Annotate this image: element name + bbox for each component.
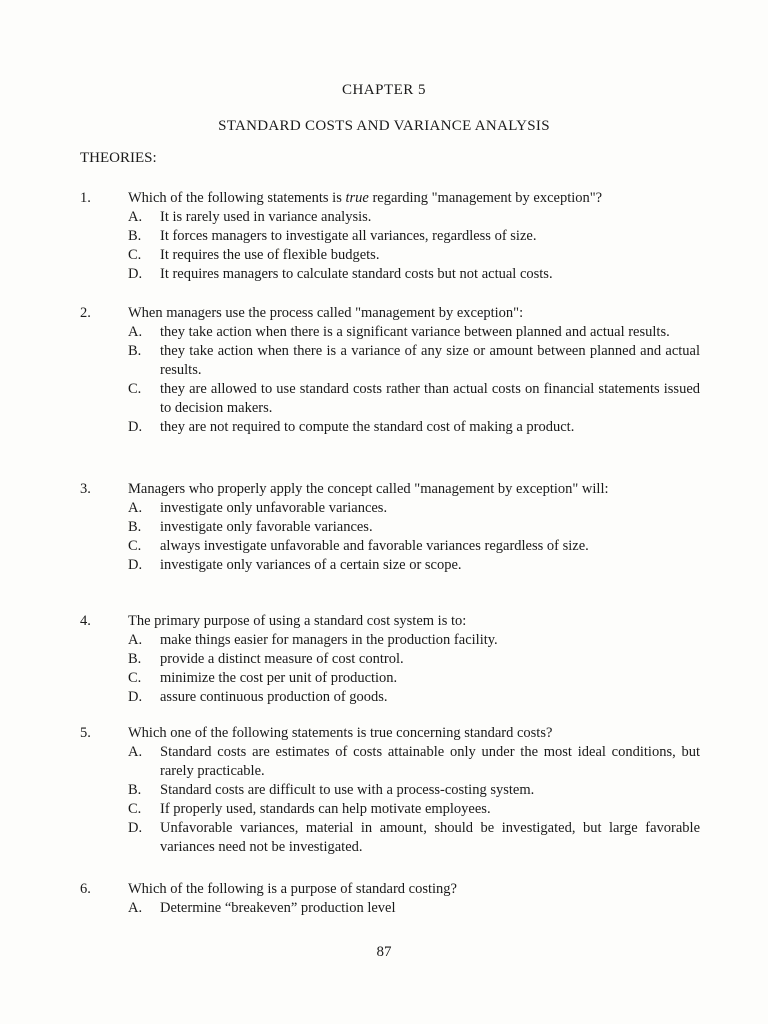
question-number: 6. — [80, 881, 91, 897]
options-list — [128, 499, 700, 575]
option-text: If properly used, standards can help motivate employees. — [160, 801, 491, 817]
options-list — [128, 631, 700, 707]
option-a — [128, 499, 700, 518]
option-letter: A. — [128, 209, 143, 225]
question-stem: The primary purpose of using a standard cost system is to: — [128, 613, 467, 629]
option-letter: C. — [128, 801, 142, 817]
option-c — [128, 537, 700, 556]
options-list — [128, 208, 700, 284]
question-1 — [80, 189, 700, 284]
option-letter: D. — [128, 419, 143, 435]
option-letter: D. — [128, 557, 143, 573]
option-text: they take action when there is a significant variance between planned and actual results. — [160, 324, 670, 340]
option-d — [128, 819, 700, 857]
stem-text: regarding "management by exception"? — [368, 190, 603, 206]
option-text: minimize the cost per unit of production. — [160, 670, 398, 686]
question-stem: Which one of the following statements is true concerning standard costs? — [128, 725, 553, 741]
option-d — [128, 418, 700, 437]
option-text: It requires managers to calculate standard costs but not actual costs. — [160, 266, 553, 282]
option-text: Standard costs are difficult to use with a process-costing system. — [160, 782, 535, 798]
option-letter: C. — [128, 538, 142, 554]
option-b — [128, 227, 700, 246]
question-2 — [80, 304, 700, 437]
option-c — [128, 800, 700, 819]
options-list — [128, 743, 700, 857]
option-letter: B. — [128, 228, 142, 244]
option-c — [128, 669, 700, 688]
option-letter: D. — [128, 689, 143, 705]
option-letter: B. — [128, 519, 142, 535]
option-letter: A. — [128, 632, 143, 648]
option-letter: C. — [128, 670, 142, 686]
option-text: Unfavorable variances, material in amount, should be investigated, but large favorable variances need not be investigated. — [160, 820, 700, 855]
question-stem: Managers who properly apply the concept called "management by exception" will: — [128, 481, 609, 497]
option-text: they are allowed to use standard costs rather than actual costs on financial statements issued to decision makers. — [160, 381, 700, 416]
option-letter: A. — [128, 324, 143, 340]
option-a — [128, 631, 700, 650]
option-letter: B. — [128, 343, 142, 359]
option-a — [128, 208, 700, 227]
option-letter: A. — [128, 900, 143, 916]
question-number: 1. — [80, 190, 91, 206]
option-text: make things easier for managers in the production facility. — [160, 632, 498, 648]
option-letter: D. — [128, 266, 143, 282]
question-4 — [80, 612, 700, 707]
option-text: investigate only favorable variances. — [160, 519, 373, 535]
option-text: investigate only variances of a certain size or scope. — [160, 557, 462, 573]
option-b — [128, 650, 700, 669]
question-number: 4. — [80, 613, 91, 629]
option-letter: D. — [128, 820, 143, 836]
option-text: assure continuous production of goods. — [160, 689, 388, 705]
option-text: It requires the use of flexible budgets. — [160, 247, 380, 263]
options-list — [128, 899, 700, 918]
question-number: 2. — [80, 305, 91, 321]
option-text: It is rarely used in variance analysis. — [160, 209, 372, 225]
option-letter: C. — [128, 247, 142, 263]
question-stem: Which of the following is a purpose of standard costing? — [128, 881, 457, 897]
section-heading: THEORIES: — [80, 150, 157, 166]
option-letter: B. — [128, 782, 142, 798]
option-a — [128, 743, 700, 781]
option-d — [128, 688, 700, 707]
option-letter: C. — [128, 381, 142, 397]
option-b — [128, 518, 700, 537]
option-text: they take action when there is a variance of any size or amount between planned and actual results. — [160, 343, 700, 378]
option-a — [128, 899, 700, 918]
option-text: Determine “breakeven” production level — [160, 900, 396, 916]
question-stem — [128, 189, 700, 208]
chapter-heading: CHAPTER 5 — [341, 82, 427, 98]
option-text: always investigate unfavorable and favorable variances regardless of size. — [160, 538, 589, 554]
stem-text: Which of the following statements is — [128, 190, 346, 206]
question-6 — [80, 880, 700, 918]
option-b — [128, 342, 700, 380]
option-letter: A. — [128, 500, 143, 516]
option-letter: A. — [128, 744, 143, 760]
question-stem: When managers use the process called "management by exception": — [128, 305, 524, 321]
question-number: 5. — [80, 725, 91, 741]
chapter-title: STANDARD COSTS AND VARIANCE ANALYSIS — [218, 118, 550, 134]
option-b — [128, 781, 700, 800]
option-text: they are not required to compute the standard cost of making a product. — [160, 419, 575, 435]
page-number: 87 — [376, 944, 392, 960]
stem-emphasis: true — [345, 190, 369, 206]
option-a — [128, 323, 700, 342]
option-c — [128, 246, 700, 265]
option-letter: B. — [128, 651, 142, 667]
option-c — [128, 380, 700, 418]
question-3 — [80, 480, 700, 575]
option-text: provide a distinct measure of cost control. — [160, 651, 404, 667]
option-text: investigate only unfavorable variances. — [160, 500, 388, 516]
option-d — [128, 556, 700, 575]
question-5 — [80, 724, 700, 857]
question-number: 3. — [80, 481, 91, 497]
option-text: It forces managers to investigate all variances, regardless of size. — [160, 228, 537, 244]
option-d — [128, 265, 700, 284]
options-list — [128, 323, 700, 437]
option-text: Standard costs are estimates of costs attainable only under the most ideal conditions, but rarely practicable. — [160, 744, 700, 779]
